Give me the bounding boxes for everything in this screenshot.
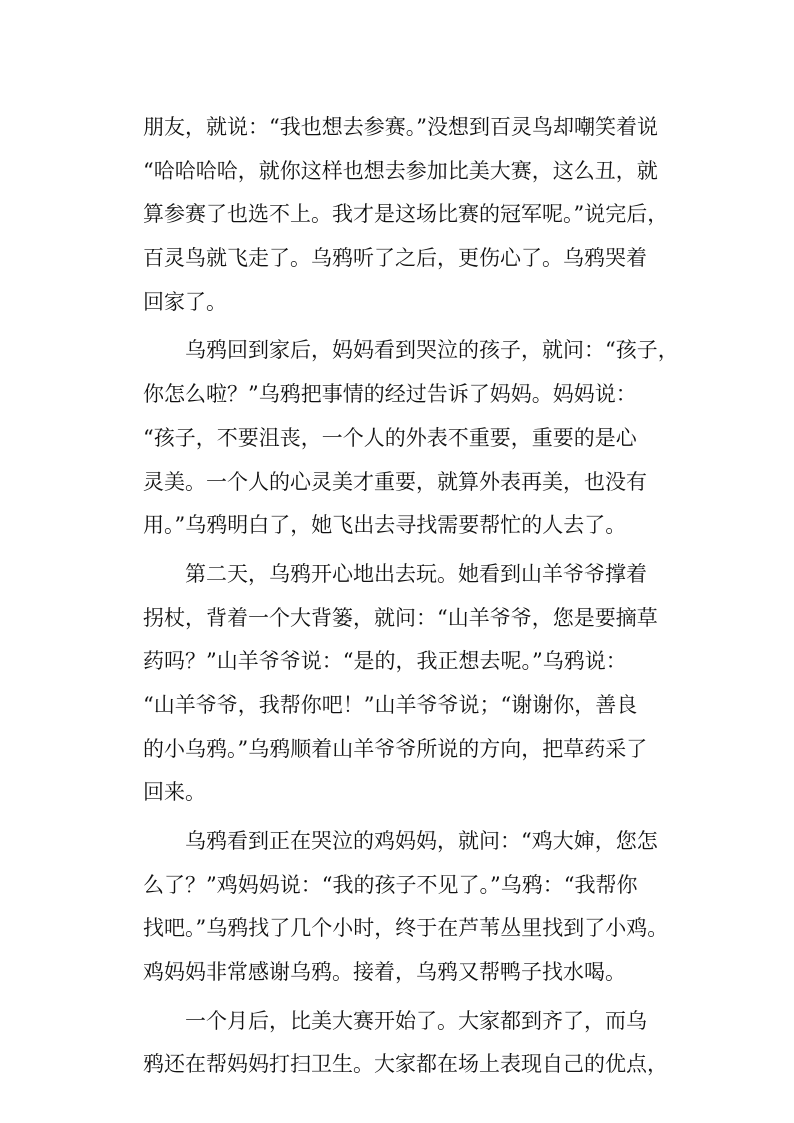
text-line: 朋友，就说：“我也想去参赛。”没想到百灵鸟却嘲笑着说 — [143, 115, 658, 139]
text-line: 鸡妈妈非常感谢乌鸦。接着，乌鸦又帮鸭子找水喝。 — [143, 960, 626, 985]
text-line: 的小乌鸦。”乌鸦顺着山羊爷爷所说的方向，把草药采了 — [143, 736, 648, 761]
text-line: “哈哈哈哈，就你这样也想去参加比美大赛，这么丑，就 — [143, 158, 658, 183]
paragraph-1 — [143, 106, 669, 324]
text-line: 灵美。一个人的心灵美才重要，就算外表再美，也没有 — [143, 469, 647, 494]
text-line: 药吗？”山羊爷爷说：“是的，我正想去呢。”乌鸦说： — [143, 649, 627, 674]
text-line: 一个月后，比美大赛开始了。大家都到齐了，而乌 — [143, 1008, 647, 1033]
paragraph-5 — [143, 1000, 668, 1087]
text-line: 你怎么啦？”乌鸦把事情的经过告诉了妈妈。妈妈说： — [143, 382, 637, 407]
text-line: 找吧。”乌鸦找了几个小时，终于在芦苇丛里找到了小鸡。 — [143, 916, 669, 941]
text-line: 拐杖，背着一个大背篓，就问：“山羊爷爷，您是要摘草 — [143, 605, 658, 630]
text-line: 么了？”鸡妈妈说：“我的孩子不见了。”乌鸦：“我帮你 — [143, 872, 638, 897]
text-line: 乌鸦看到正在哭泣的鸡妈妈，就问：“鸡大婶，您怎 — [143, 829, 658, 853]
text-line: 用。”乌鸦明白了，她飞出去寻找需要帮忙的人去了。 — [143, 513, 627, 538]
text-line: 第二天，乌鸦开心地出去玩。她看到山羊爷爷撑着 — [143, 561, 647, 586]
text-line: 乌鸦回到家后，妈妈看到哭泣的孩子，就问：“孩子， — [143, 338, 679, 363]
text-line: 鸦还在帮妈妈打扫卫生。大家都在场上表现自己的优点， — [143, 1052, 668, 1077]
text-line: 算参赛了也选不上。我才是这场比赛的冠军呢。”说完后， — [143, 202, 669, 227]
text-line: 百灵鸟就飞走了。乌鸦听了之后，更伤心了。乌鸦哭着 — [143, 246, 647, 271]
text-line: “孩子，不要沮丧，一个人的外表不重要，重要的是心 — [143, 425, 637, 450]
document-body — [143, 106, 679, 1087]
text-line: 回来。 — [143, 780, 206, 805]
paragraph-3 — [143, 553, 663, 815]
paragraph-4 — [143, 820, 669, 995]
paragraph-2 — [143, 329, 679, 547]
text-line: “山羊爷爷，我帮你吧！”山羊爷爷说；“谢谢你，善良 — [143, 692, 638, 717]
text-line: 回家了。 — [143, 289, 227, 314]
